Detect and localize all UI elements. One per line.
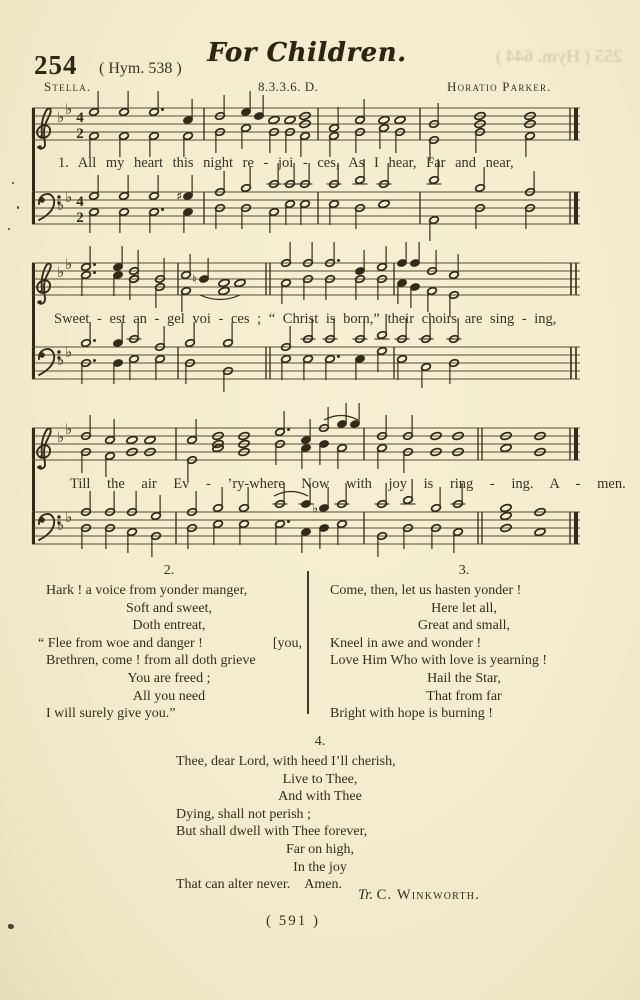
composer-name: Horatio Parker. bbox=[447, 79, 552, 94]
tune-name: Stella. bbox=[44, 79, 92, 94]
page-title: For Children. bbox=[207, 38, 407, 68]
paper-speck bbox=[12, 182, 14, 184]
svg-text:2: 2 bbox=[76, 126, 84, 142]
meter-label: 8.3.3.6. D. bbox=[258, 79, 319, 94]
translator-name: C. Winkworth. bbox=[376, 887, 480, 903]
verse-line: And with Thee bbox=[278, 789, 362, 805]
verse-4-lines bbox=[152, 753, 488, 894]
verse-line: Dying, shall not perish ; bbox=[176, 806, 311, 822]
svg-text:♭: ♭ bbox=[65, 343, 73, 361]
verse-4-number: 4. bbox=[314, 734, 326, 749]
hymn-reference: ( Hym. 538 ) bbox=[99, 60, 182, 77]
verse-2-number: 2. bbox=[163, 563, 175, 578]
verse-line: That can alter never. Amen. bbox=[176, 877, 342, 893]
verse-line: Bright with hope is burning ! bbox=[330, 706, 493, 722]
verse-line: But shall dwell with Thee forever, bbox=[176, 824, 368, 840]
verse-line: Love Him Who with love is yearning ! bbox=[330, 653, 548, 669]
verse-line: Live to Thee, bbox=[282, 771, 358, 787]
verse-3 bbox=[320, 563, 608, 723]
svg-text:♭: ♭ bbox=[65, 255, 73, 273]
verse-2-lines bbox=[36, 582, 302, 723]
verse-line: Thee, dear Lord, with heed I’ll cherish, bbox=[176, 754, 396, 769]
verse-4 bbox=[152, 734, 488, 894]
lyric-line-1: 1. All my heart this night re - joi - ces, As I hear, Far and near, bbox=[58, 155, 514, 171]
verse-line: Here let all, bbox=[431, 600, 497, 616]
verse-line: Doth entreat, bbox=[132, 618, 206, 634]
verse-line: Soft and sweet, bbox=[126, 600, 212, 616]
svg-text:4: 4 bbox=[76, 194, 84, 210]
svg-text:2: 2 bbox=[76, 210, 84, 226]
verse-2 bbox=[36, 563, 302, 723]
page-number: ( 591 ) bbox=[266, 913, 320, 929]
lyric-line-2: Sweet - est an - gel voi - ces ; “ Christ is born,” their choirs are sing - ing, bbox=[54, 311, 557, 327]
verse-line: Come, then, let us hasten yonder ! bbox=[330, 583, 522, 598]
translator-prefix: Tr. bbox=[358, 887, 373, 903]
svg-text:♭: ♭ bbox=[65, 100, 73, 118]
svg-text:4: 4 bbox=[76, 110, 84, 126]
verse-line: That from far bbox=[426, 688, 502, 704]
svg-text:♭: ♭ bbox=[65, 188, 73, 206]
column-divider bbox=[307, 571, 309, 714]
svg-text:♭: ♭ bbox=[312, 501, 319, 517]
verse-3-lines bbox=[320, 582, 608, 723]
paper-speck bbox=[8, 924, 14, 929]
svg-text:♯: ♯ bbox=[176, 189, 183, 205]
verse-line: Hark ! a voice from yonder manger, bbox=[46, 583, 248, 598]
verse-line: You are freed ; bbox=[127, 670, 211, 686]
svg-text:♭: ♭ bbox=[57, 428, 65, 446]
lyric-line-3: Till the air Ev - ’ry-where Now with joy is ring - ing. A - men. bbox=[70, 476, 626, 492]
verse-line: Brethren, come ! from all doth grieve bbox=[46, 653, 256, 669]
svg-text:♭: ♭ bbox=[65, 508, 73, 526]
verse-line: I will surely give you.” bbox=[46, 706, 176, 722]
paper-speck bbox=[17, 206, 19, 209]
svg-text:♭: ♭ bbox=[57, 351, 65, 369]
svg-text:♭: ♭ bbox=[57, 263, 65, 281]
svg-text:♭: ♭ bbox=[57, 196, 65, 214]
bleed-through-text: 255 ( Hym. 644 ) bbox=[495, 46, 622, 66]
hymn-number: 254 bbox=[34, 50, 78, 80]
verse-line: Far on high, bbox=[285, 841, 355, 857]
paper-speck bbox=[8, 228, 10, 230]
verse-line: “ Flee from woe and danger ! [you, bbox=[38, 635, 302, 651]
svg-text:♮: ♮ bbox=[192, 272, 197, 288]
svg-text:♭: ♭ bbox=[65, 420, 73, 438]
svg-text:♭: ♭ bbox=[57, 108, 65, 126]
verse-line: In the joy bbox=[293, 859, 347, 875]
verse-3-number: 3. bbox=[458, 563, 470, 578]
verse-line: All you need bbox=[132, 688, 206, 704]
svg-text:♭: ♭ bbox=[57, 516, 65, 534]
verse-line: Great and small, bbox=[417, 618, 511, 634]
translator-credit bbox=[300, 887, 480, 904]
verse-line: Kneel in awe and wonder ! bbox=[330, 635, 482, 651]
verse-line: Hail the Star, bbox=[427, 670, 501, 686]
